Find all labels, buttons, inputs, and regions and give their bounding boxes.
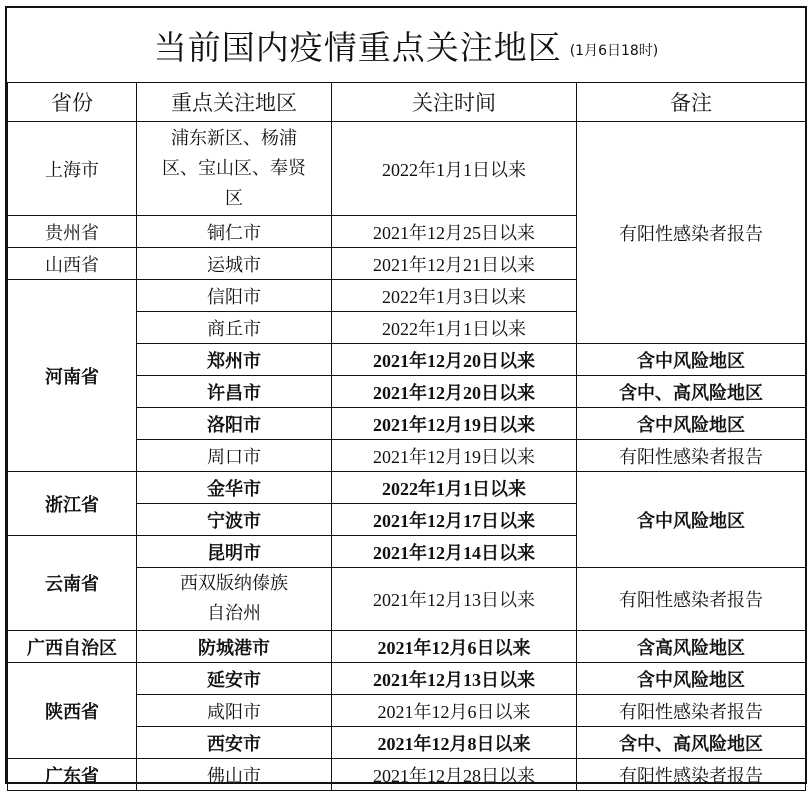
area-cell: 周口市	[137, 440, 332, 472]
time-cell: 2021年12月19日以来	[332, 408, 577, 440]
title-timestamp: (1月6日18时)	[569, 43, 659, 59]
time-cell: 2021年12月25日以来	[332, 216, 577, 248]
time-cell: 2021年12月21日以来	[332, 248, 577, 280]
area-cell: 许昌市	[137, 376, 332, 408]
note-cell: 有阳性感染者报告	[577, 759, 806, 791]
note-cell: 含中风险地区	[577, 472, 806, 568]
table-row	[8, 122, 806, 216]
time-cell: 2021年12月19日以来	[332, 440, 577, 472]
note-cell: 含中风险地区	[577, 344, 806, 376]
time-cell: 2021年12月28日以来	[332, 759, 577, 791]
province-cell: 上海市	[8, 122, 137, 216]
note-cell: 含高风险地区	[577, 631, 806, 663]
document-frame	[5, 6, 807, 787]
time-cell: 2022年1月3日以来	[332, 280, 577, 312]
area-line: 区	[225, 187, 243, 209]
time-cell: 2021年12月13日以来	[332, 568, 577, 631]
time-cell: 2021年12月8日以来	[332, 727, 577, 759]
area-cell: 西安市	[137, 727, 332, 759]
province-cell: 广西自治区	[8, 631, 137, 663]
area-line: 自治州	[207, 603, 261, 624]
time-cell: 2021年12月20日以来	[332, 376, 577, 408]
area-cell: 咸阳市	[137, 695, 332, 727]
time-cell: 2022年1月1日以来	[332, 122, 577, 216]
area-line: 浦东新区、杨浦	[171, 127, 297, 149]
time-cell: 2021年12月20日以来	[332, 344, 577, 376]
area-cell: 防城港市	[137, 631, 332, 663]
area-cell: 信阳市	[137, 280, 332, 312]
title-main: 当前国内疫情重点关注地区	[153, 27, 562, 67]
area-line: 西双版纳傣族	[180, 573, 288, 594]
area-cell: 昆明市	[137, 536, 332, 568]
area-cell: 商丘市	[137, 312, 332, 344]
note-cell: 含中、高风险地区	[577, 376, 806, 408]
note-cell: 有阳性感染者报告	[577, 122, 806, 344]
area-cell	[137, 568, 332, 631]
area-cell: 宁波市	[137, 504, 332, 536]
note-cell: 含中风险地区	[577, 663, 806, 695]
area-cell	[137, 122, 332, 216]
table-row	[8, 759, 806, 791]
note-cell: 有阳性感染者报告	[577, 695, 806, 727]
note-cell: 含中风险地区	[577, 408, 806, 440]
header-province: 省份	[8, 83, 137, 122]
table-row	[8, 663, 806, 695]
time-cell: 2021年12月17日以来	[332, 504, 577, 536]
note-cell: 含中、高风险地区	[577, 727, 806, 759]
note-cell: 有阳性感染者报告	[577, 440, 806, 472]
time-cell: 2021年12月6日以来	[332, 695, 577, 727]
area-cell: 延安市	[137, 663, 332, 695]
area-cell: 郑州市	[137, 344, 332, 376]
time-cell: 2022年1月1日以来	[332, 312, 577, 344]
table-header-row	[8, 83, 806, 122]
document-title	[7, 8, 805, 83]
table-row	[8, 631, 806, 663]
province-cell: 山西省	[8, 248, 137, 280]
area-cell: 运城市	[137, 248, 332, 280]
header-area: 重点关注地区	[137, 83, 332, 122]
province-cell: 云南省	[8, 536, 137, 631]
header-time: 关注时间	[332, 83, 577, 122]
area-line: 区、宝山区、奉贤	[162, 157, 306, 179]
table-row	[8, 472, 806, 504]
focus-areas-table	[7, 82, 806, 791]
province-cell: 陕西省	[8, 663, 137, 759]
time-cell: 2021年12月6日以来	[332, 631, 577, 663]
area-cell: 佛山市	[137, 759, 332, 791]
time-cell: 2021年12月13日以来	[332, 663, 577, 695]
time-cell: 2022年1月1日以来	[332, 472, 577, 504]
area-cell: 洛阳市	[137, 408, 332, 440]
header-note: 备注	[577, 83, 806, 122]
area-cell: 铜仁市	[137, 216, 332, 248]
time-cell: 2021年12月14日以来	[332, 536, 577, 568]
area-cell: 金华市	[137, 472, 332, 504]
note-cell: 有阳性感染者报告	[577, 568, 806, 631]
province-cell: 浙江省	[8, 472, 137, 536]
province-cell: 广东省	[8, 759, 137, 791]
province-cell: 贵州省	[8, 216, 137, 248]
province-cell: 河南省	[8, 280, 137, 472]
